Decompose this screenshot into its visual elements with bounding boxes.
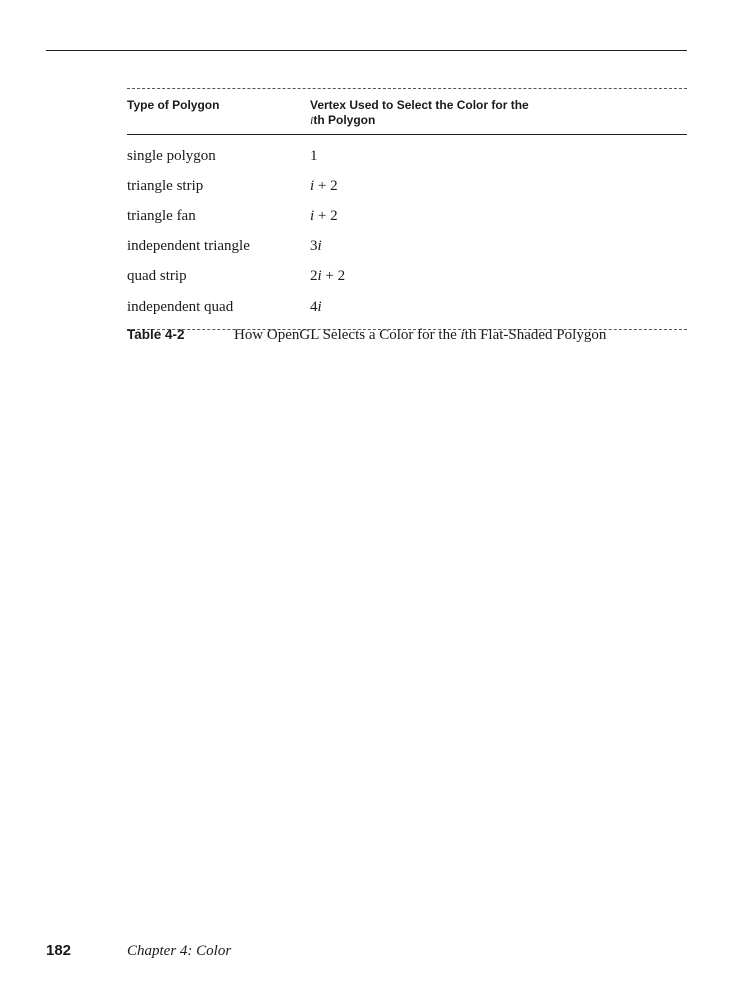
table-row bbox=[127, 232, 687, 262]
caption-text bbox=[234, 326, 606, 344]
cell-type: quad strip bbox=[127, 268, 187, 285]
table-header bbox=[127, 89, 687, 134]
cell-type: independent triangle bbox=[127, 238, 250, 255]
cell-vertex: i + 2 bbox=[310, 207, 338, 224]
table-caption bbox=[127, 326, 727, 344]
chapter-title: Chapter 4: Color bbox=[127, 943, 232, 959]
header-vertex-italic-i: i bbox=[310, 113, 314, 127]
cell-vertex: 4i bbox=[310, 298, 322, 315]
cell-type: triangle strip bbox=[127, 177, 204, 194]
cell-type: triangle fan bbox=[127, 207, 196, 224]
cell-type: single polygon bbox=[127, 147, 216, 164]
cell-vertex: i + 2 bbox=[310, 177, 338, 194]
caption-text-after: th Flat-Shaded Polygon bbox=[464, 327, 607, 343]
cell-type: independent quad bbox=[127, 298, 234, 315]
table-row bbox=[127, 171, 687, 201]
page-footer bbox=[46, 942, 231, 960]
page-number: 182 bbox=[46, 942, 72, 959]
header-type-of-polygon: Type of Polygon bbox=[127, 98, 220, 112]
caption-text-before: How OpenGL Selects a Color for the bbox=[234, 327, 461, 343]
cell-vertex: 3i bbox=[310, 238, 322, 255]
top-rule bbox=[46, 50, 687, 51]
cell-vertex: 1 bbox=[310, 147, 318, 164]
header-vertex-line1: Vertex Used to Select the Color for the bbox=[310, 98, 529, 112]
caption-label: Table 4-2 bbox=[127, 327, 185, 342]
header-vertex-line2: th Polygon bbox=[313, 113, 376, 127]
header-vertex-used bbox=[310, 98, 687, 128]
table-row bbox=[127, 262, 687, 292]
cell-vertex: 2i + 2 bbox=[310, 268, 346, 285]
table-row bbox=[127, 292, 687, 322]
caption-italic-i: i bbox=[460, 327, 465, 343]
polygon-color-table bbox=[127, 88, 687, 330]
table-row bbox=[127, 141, 687, 171]
table-row bbox=[127, 201, 687, 231]
table-body bbox=[127, 135, 687, 329]
